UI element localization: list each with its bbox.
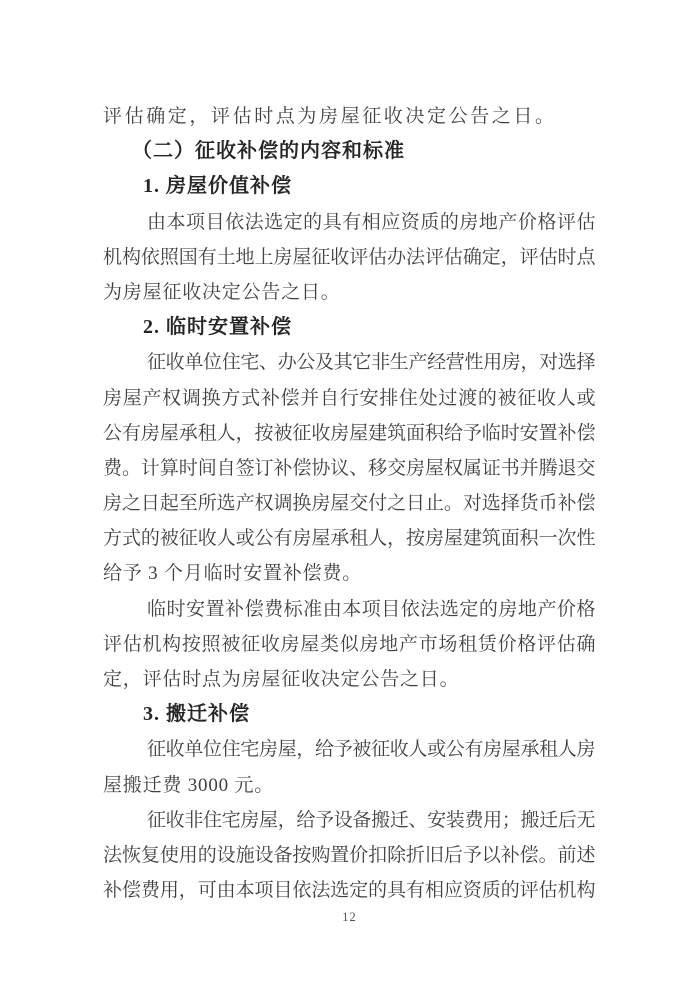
- subsection-heading: 2. 临时安置补偿: [143, 316, 292, 339]
- subsection-heading: 1. 房屋价值补偿: [143, 175, 292, 198]
- section-heading: （二）征收补偿的内容和标准: [132, 140, 405, 163]
- text-line: 征收非住宅房屋，给予设备搬迁、安装费用；搬迁后无: [147, 809, 595, 831]
- text-line: 征收单位住宅、办公及其它非生产经营性用房，对选择: [147, 352, 595, 374]
- text-line: 公有房屋承租人，按被征收房屋建筑面积给予临时安置补偿: [103, 422, 595, 444]
- text-line: 房之日起至所选产权调换房屋交付之日止。对选择货币补偿: [103, 493, 595, 515]
- text-line: 由本项目依法选定的具有相应资质的房地产价格评估: [147, 211, 595, 233]
- text-line: 房屋产权调换方式补偿并自行安排住处过渡的被征收人或: [103, 387, 595, 409]
- text-line: 评估机构按照被征收房屋类似房地产市场租赁价格评估确: [103, 633, 595, 655]
- text-line: 评估确定，评估时点为房屋征收决定公告之日。: [103, 106, 557, 127]
- text-line: 为房屋征收决定公告之日。: [103, 281, 341, 303]
- text-line: 给予 3 个月临时安置补偿费。: [103, 563, 363, 585]
- text-line: 征收单位住宅房屋，给予被征收人或公有房屋承租人房: [147, 739, 595, 761]
- text-line: 补偿费用，可由本项目依法选定的具有相应资质的评估机构: [103, 880, 595, 902]
- text-line: 机构依照国有土地上房屋征收评估办法评估确定，评估时点: [103, 246, 595, 268]
- subsection-heading: 3. 搬迁补偿: [143, 703, 250, 726]
- text-line: 定，评估时点为房屋征收决定公告之日。: [103, 669, 460, 690]
- text-line: 法恢复使用的设施设备按购置价扣除折旧后予以补偿。前述: [103, 844, 595, 866]
- text-line: 屋搬迁费 3000 元。: [103, 774, 275, 796]
- text-line: 方式的被征收人或公有房屋承租人，按房屋建筑面积一次性: [103, 528, 595, 550]
- page-number: 12: [342, 910, 357, 924]
- document-text: [103, 99, 595, 908]
- text-line: 费。计算时间自签订补偿协议、移交房屋权属证书并腾退交: [103, 457, 595, 479]
- text-line: 临时安置补偿费标准由本项目依法选定的房地产价格: [147, 598, 595, 620]
